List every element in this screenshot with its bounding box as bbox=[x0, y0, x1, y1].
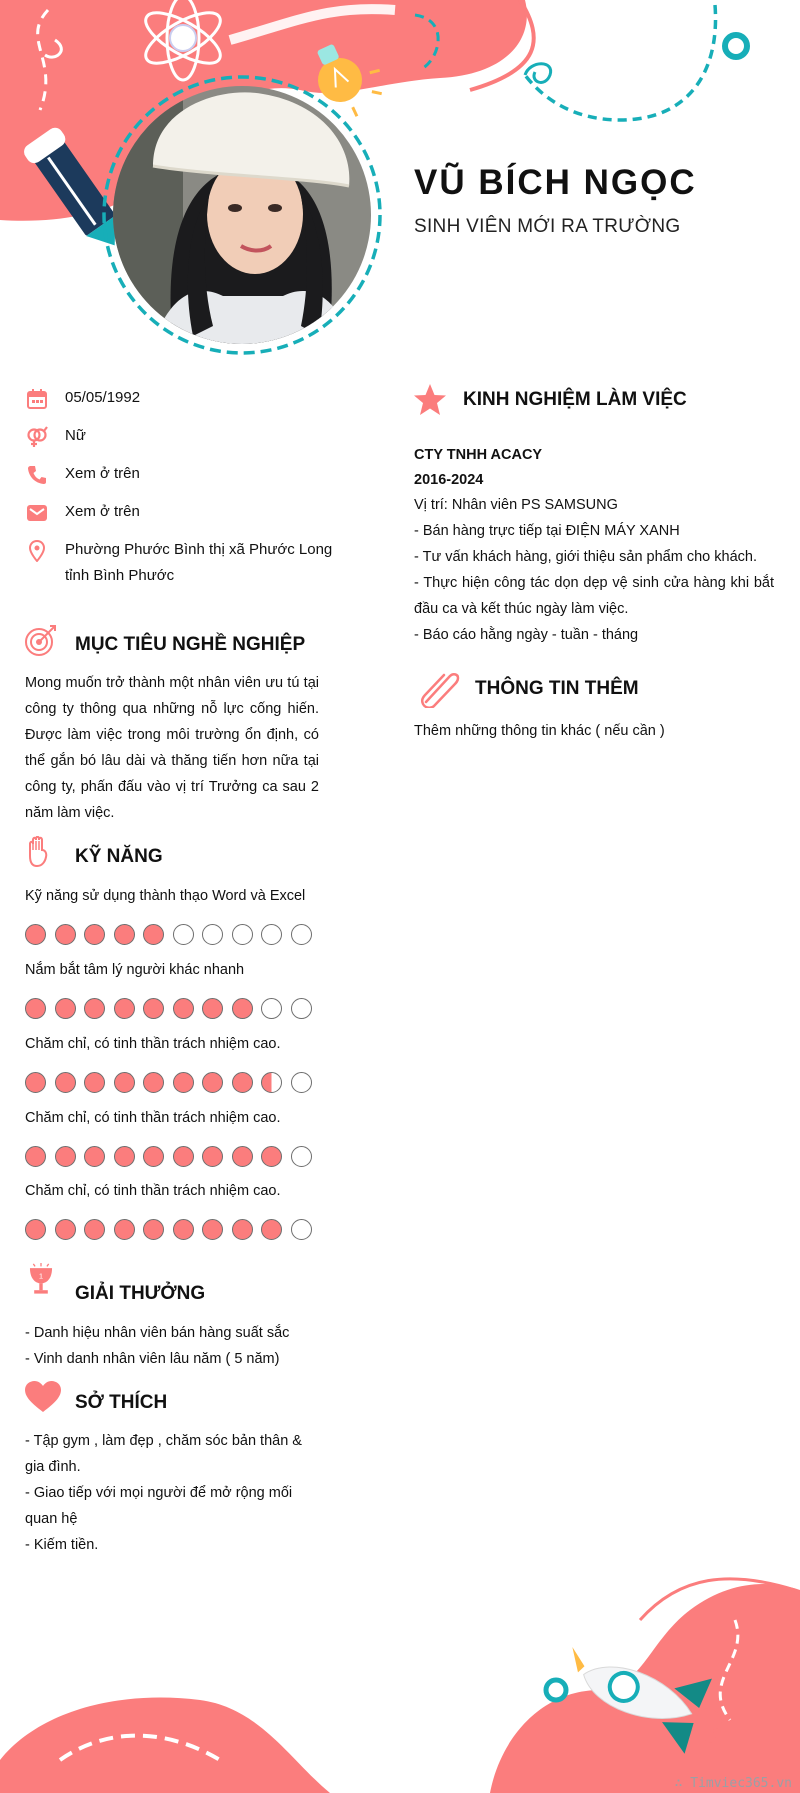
rating-dot bbox=[25, 1219, 46, 1240]
awards-title: GIẢI THƯỞNG bbox=[75, 1283, 206, 1304]
rating-dot bbox=[291, 998, 312, 1019]
rating-dot bbox=[202, 998, 223, 1019]
rating-dot bbox=[232, 924, 253, 945]
rating-dot bbox=[261, 998, 282, 1019]
skills-title: KỸ NĂNG bbox=[75, 846, 163, 867]
rating-dot bbox=[25, 1146, 46, 1167]
rating-dot bbox=[143, 1219, 164, 1240]
rating-dot bbox=[143, 1146, 164, 1167]
skill-rating bbox=[25, 1146, 312, 1167]
hobbies-title: SỞ THÍCH bbox=[75, 1392, 168, 1413]
rating-dot bbox=[291, 1072, 312, 1093]
rating-dot bbox=[232, 1146, 253, 1167]
paperclip-icon bbox=[418, 668, 462, 708]
svg-text:1: 1 bbox=[38, 1271, 44, 1281]
watermark: ∴ Timviec365.vn bbox=[674, 1776, 792, 1791]
raised-fist-icon bbox=[24, 836, 58, 870]
rating-dot bbox=[173, 1146, 194, 1167]
rating-dot bbox=[202, 1146, 223, 1167]
rating-dot bbox=[261, 1219, 282, 1240]
rating-dot bbox=[143, 924, 164, 945]
rating-dot bbox=[232, 1219, 253, 1240]
candidate-title: SINH VIÊN MỚI RA TRƯỜNG bbox=[414, 216, 681, 237]
rating-dot bbox=[202, 1219, 223, 1240]
contact-address: Phường Phước Bình thị xã Phước Long tỉnh Bình Phước bbox=[26, 537, 326, 591]
contact-birthday: 05/05/1992 bbox=[26, 385, 326, 411]
rating-dot bbox=[261, 1146, 282, 1167]
rating-dot bbox=[55, 998, 76, 1019]
location-pin-icon bbox=[26, 540, 48, 562]
heart-icon bbox=[24, 1380, 62, 1414]
candidate-name: VŨ BÍCH NGỌC bbox=[414, 163, 697, 202]
rating-dot bbox=[173, 924, 194, 945]
rating-dot bbox=[114, 1146, 135, 1167]
extra-text: Thêm những thông tin khác ( nếu cần ) bbox=[414, 723, 665, 739]
rating-dot bbox=[114, 924, 135, 945]
rating-dot bbox=[291, 924, 312, 945]
skill-rating bbox=[25, 1072, 312, 1093]
rating-dot bbox=[173, 998, 194, 1019]
star-icon bbox=[413, 383, 447, 417]
rating-dot bbox=[143, 1072, 164, 1093]
objective-text: Mong muốn trở thành một nhân viên ưu tú tại công ty thông qua những nỗ lực cống hiến. Được làm việc trong môi trường ổn định, có thể gắn bó lâu dài và thăng tiến hơn nữa tại công ty, phấn đấu vào vị trí Trưởng ca sau 2 năm làm việc. bbox=[25, 675, 319, 821]
rating-dot bbox=[114, 998, 135, 1019]
contact-email: Xem ở trên bbox=[26, 499, 326, 525]
award-item: - Danh hiệu nhân viên bán hàng suất sắc bbox=[25, 1325, 290, 1341]
rating-dot bbox=[84, 998, 105, 1019]
rating-dot bbox=[25, 924, 46, 945]
rating-dot bbox=[232, 1072, 253, 1093]
duty-item: - Bán hàng trực tiếp tại ĐIỆN MÁY XANH bbox=[414, 523, 680, 539]
experience-title: KINH NGHIỆM LÀM VIỆC bbox=[463, 389, 687, 410]
hobby-item: - Giao tiếp với mọi người để mở rộng mối quan hệ bbox=[25, 1485, 293, 1527]
rating-dot bbox=[55, 1146, 76, 1167]
award-item: - Vinh danh nhân viên lâu năm ( 5 năm) bbox=[25, 1351, 280, 1367]
skill-label: Nắm bắt tâm lý người khác nhanh bbox=[25, 962, 245, 978]
hobby-item: - Tập gym , làm đẹp , chăm sóc bản thân & gia đình. bbox=[25, 1433, 302, 1475]
email-icon bbox=[26, 502, 48, 524]
rating-dot bbox=[291, 1146, 312, 1167]
rating-dot bbox=[84, 924, 105, 945]
rating-dot bbox=[261, 1072, 282, 1093]
rating-dot bbox=[173, 1072, 194, 1093]
rating-dot bbox=[25, 998, 46, 1019]
trophy-icon bbox=[24, 1263, 58, 1297]
rating-dot bbox=[143, 998, 164, 1019]
rating-dot bbox=[84, 1219, 105, 1240]
skill-label: Chăm chỉ, có tinh thần trách nhiệm cao. bbox=[25, 1183, 281, 1199]
rating-dot bbox=[114, 1219, 135, 1240]
skill-rating bbox=[25, 924, 312, 945]
profile-photo bbox=[113, 86, 371, 344]
duty-item: - Thực hiện công tác dọn dẹp vệ sinh cửa hàng khi bắt đầu ca và kết thúc ngày làm việc. bbox=[414, 575, 774, 617]
rating-dot bbox=[55, 1072, 76, 1093]
contact-phone: Xem ở trên bbox=[26, 461, 326, 487]
gender-icon bbox=[26, 426, 48, 448]
skill-label: Chăm chỉ, có tinh thần trách nhiệm cao. bbox=[25, 1036, 281, 1052]
work-position: Vị trí: Nhân viên PS SAMSUNG bbox=[414, 497, 618, 513]
extra-title: THÔNG TIN THÊM bbox=[475, 678, 639, 699]
duty-item: - Báo cáo hằng ngày - tuần - tháng bbox=[414, 627, 639, 643]
rating-dot bbox=[25, 1072, 46, 1093]
work-period: 2016-2024 bbox=[414, 472, 484, 488]
rating-dot bbox=[202, 924, 223, 945]
skill-rating bbox=[25, 1219, 312, 1240]
rating-dot bbox=[173, 1219, 194, 1240]
phone-icon bbox=[26, 464, 48, 486]
calendar-icon bbox=[26, 388, 48, 410]
rating-dot bbox=[55, 1219, 76, 1240]
skill-label: Kỹ năng sử dụng thành thạo Word và Excel bbox=[25, 888, 306, 904]
rating-dot bbox=[55, 924, 76, 945]
rating-dot bbox=[232, 998, 253, 1019]
duty-item: - Tư vấn khách hàng, giới thiệu sản phẩm cho khách. bbox=[414, 549, 757, 565]
rating-dot bbox=[261, 924, 282, 945]
target-icon bbox=[24, 623, 58, 657]
rating-dot bbox=[202, 1072, 223, 1093]
rating-dot bbox=[84, 1072, 105, 1093]
skill-rating bbox=[25, 998, 312, 1019]
rating-dot bbox=[114, 1072, 135, 1093]
objective-title: MỤC TIÊU NGHỀ NGHIỆP bbox=[75, 634, 306, 655]
rating-dot bbox=[291, 1219, 312, 1240]
rating-dot bbox=[84, 1146, 105, 1167]
skill-label: Chăm chỉ, có tinh thần trách nhiệm cao. bbox=[25, 1110, 281, 1126]
company-name: CTY TNHH ACACY bbox=[414, 447, 543, 463]
hobby-item: - Kiếm tiền. bbox=[25, 1537, 99, 1553]
contact-gender: Nữ bbox=[26, 423, 326, 449]
